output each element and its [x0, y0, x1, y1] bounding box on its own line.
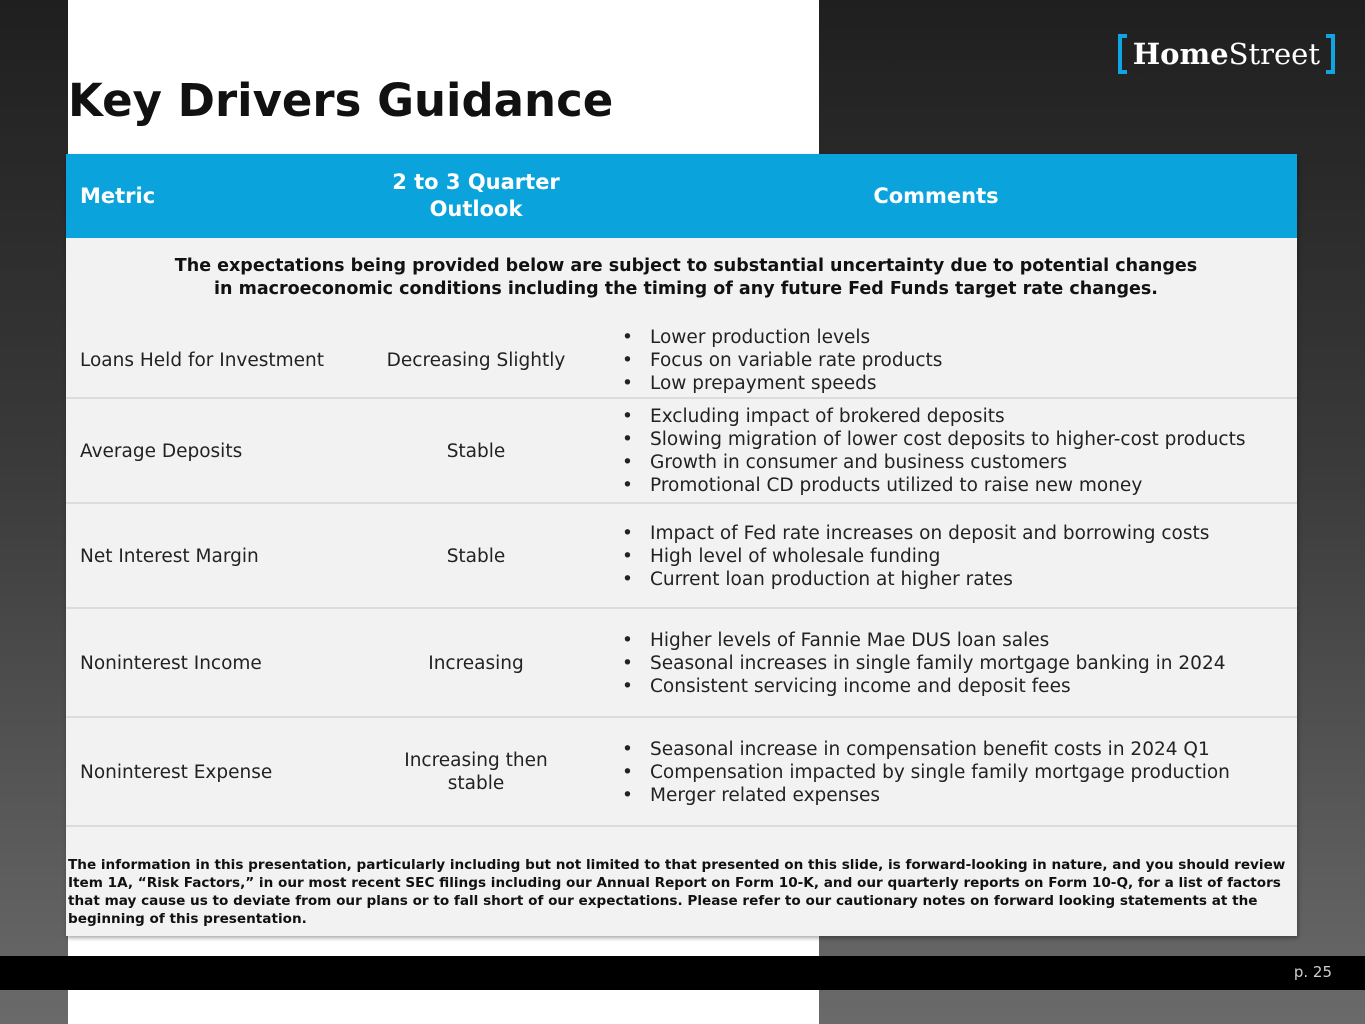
comment-item: • Consistent servicing income and deposit fees: [622, 675, 1226, 698]
table-header: [66, 154, 1297, 238]
guidance-table: [66, 154, 1297, 936]
header-metric: Metric: [80, 184, 156, 208]
comment-item: • Slowing migration of lower cost deposits to higher-cost products: [622, 428, 1245, 451]
row-comments: [622, 504, 1209, 608]
logo-right-bracket: [1326, 34, 1335, 74]
comment-item: • High level of wholesale funding: [622, 545, 1209, 568]
row-metric: Noninterest Income: [80, 652, 262, 674]
row-outlook: Increasing: [428, 652, 524, 674]
header-outlook: 2 to 3 Quarter Outlook: [392, 170, 560, 221]
row-outlook: Stable: [446, 545, 506, 567]
comment-item: • Seasonal increase in compensation benefit costs in 2024 Q1: [622, 738, 1230, 761]
header-comments: Comments: [873, 184, 999, 208]
comment-item: • Focus on variable rate products: [622, 349, 942, 372]
page-number: p. 25: [1293, 963, 1332, 981]
comment-item: • Current loan production at higher rates: [622, 568, 1209, 591]
row-outlook: Increasing then stable: [404, 750, 548, 794]
row-metric: Net Interest Margin: [80, 545, 259, 567]
row-metric: Average Deposits: [80, 440, 243, 462]
forward-looking-disclaimer: The information in this presentation, particularly including but not limited to that presented on this slide, is forward-looking in nature, and you should review Item 1A, “Risk Factors,” in our most recent SEC filings including our Annual Report on Form 10-K, and our quarterly reports on Form 10-Q, for a list of factors that may cause us to deviate from our plans or to fall short of our expectations. Please refer to our cautionary notes on forward looking statements at the beginning of this presentation.: [68, 857, 1286, 927]
table-row: [66, 322, 1297, 399]
table-row: [66, 718, 1297, 826]
comment-item: • Excluding impact of brokered deposits: [622, 405, 1245, 428]
comment-item: • Growth in consumer and business customers: [622, 451, 1245, 474]
comment-item: • Higher levels of Fannie Mae DUS loan sales: [622, 629, 1226, 652]
homestreet-logo: [1118, 32, 1335, 76]
table-row: [66, 504, 1297, 608]
footer-bar: [0, 956, 1365, 990]
comment-item: • Impact of Fed rate increases on deposit and borrowing costs: [622, 522, 1209, 545]
row-comments: [622, 322, 942, 399]
page-title: Key Drivers Guidance: [68, 74, 614, 127]
logo-left-bracket: [1118, 34, 1127, 74]
logo-text-regular: Street: [1228, 37, 1320, 71]
comment-item: • Lower production levels: [622, 326, 942, 349]
comment-item: • Low prepayment speeds: [622, 372, 942, 395]
row-comments: [622, 609, 1226, 717]
row-comments: [622, 718, 1230, 826]
table-row: [66, 609, 1297, 717]
uncertainty-note: The expectations being provided below are subject to substantial uncertainty due to potential changes in macroeconomic conditions including the timing of any future Fed Funds target rate changes.: [174, 256, 1198, 299]
row-metric: Loans Held for Investment: [80, 350, 325, 371]
comment-item: • Promotional CD products utilized to raise new money: [622, 474, 1245, 497]
comment-item: • Compensation impacted by single family mortgage production: [622, 761, 1230, 784]
row-metric: Noninterest Expense: [80, 761, 273, 783]
row-divider: [66, 825, 1297, 827]
comment-item: • Seasonal increases in single family mortgage banking in 2024: [622, 652, 1226, 675]
row-outlook: Decreasing Slightly: [386, 350, 566, 371]
table-row: [66, 399, 1297, 503]
row-comments: [622, 399, 1245, 503]
comment-item: • Merger related expenses: [622, 784, 1230, 807]
logo-text-bold: Home: [1132, 37, 1229, 71]
row-outlook: Stable: [446, 440, 506, 462]
